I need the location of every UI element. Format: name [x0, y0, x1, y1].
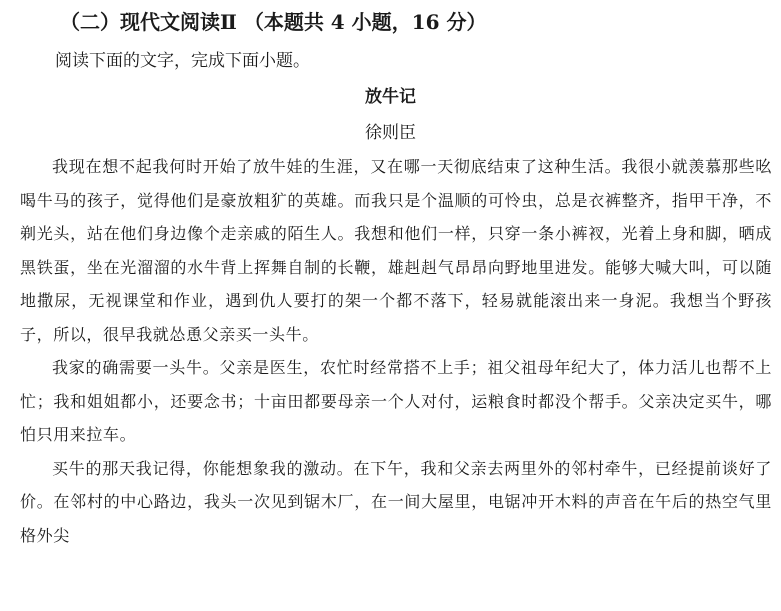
article-title: 放牛记 [365, 87, 416, 107]
section-title: （二）现代文阅读Ⅱ （本题共 4 小题，16 分） [60, 10, 487, 34]
article-paragraph: 买牛的那天我记得，你能想象我的激动。在下午，我和父亲去两里外的邻村牵牛，已经提前谈好了价。在邻村的中心路边，我头一次见到锯木厂，在一间大屋里，电锯冲开木料的声音在午后的热空气里格外尖 [20, 458, 772, 545]
article-paragraph: 我现在想不起我何时开始了放牛娃的生涯，又在哪一天彻底结束了这种生活。我很小就羡慕那些吆喝牛马的孩子，觉得他们是豪放粗犷的英雄。而我只是个温顺的可怜虫，总是衣裤整齐，指甲干净，不剃光头，站在他们身边像个走亲戚的陌生人。我想和他们一样，只穿一条小裤衩，光着上身和脚，晒成黑铁蛋，坐在光溜溜的水牛背上挥舞自制的长鞭，雄赳赳气昂昂向野地里进发。能够大喊大叫，可以随地撒尿，无视课堂和作业，遇到仇人要打的架一个都不落下，轻易就能滚出来一身泥。我想当个野孩子，所以，很早我就怂恿父亲买一头牛。 [20, 157, 772, 344]
article-paragraph: 我家的确需要一头牛。父亲是医生，农忙时经常搭不上手；祖父祖母年纪大了，体力活儿也帮不上忙；我和姐姐都小，还要念书；十亩田都要母亲一个人对付，运粮食时都没个帮手。父亲决定买牛，哪怕只用来拉车。 [20, 358, 772, 444]
article-body [20, 150, 772, 552]
instruction-text: 阅读下面的文字，完成下面小题。 [55, 51, 310, 71]
article-author: 徐则臣 [365, 123, 416, 143]
